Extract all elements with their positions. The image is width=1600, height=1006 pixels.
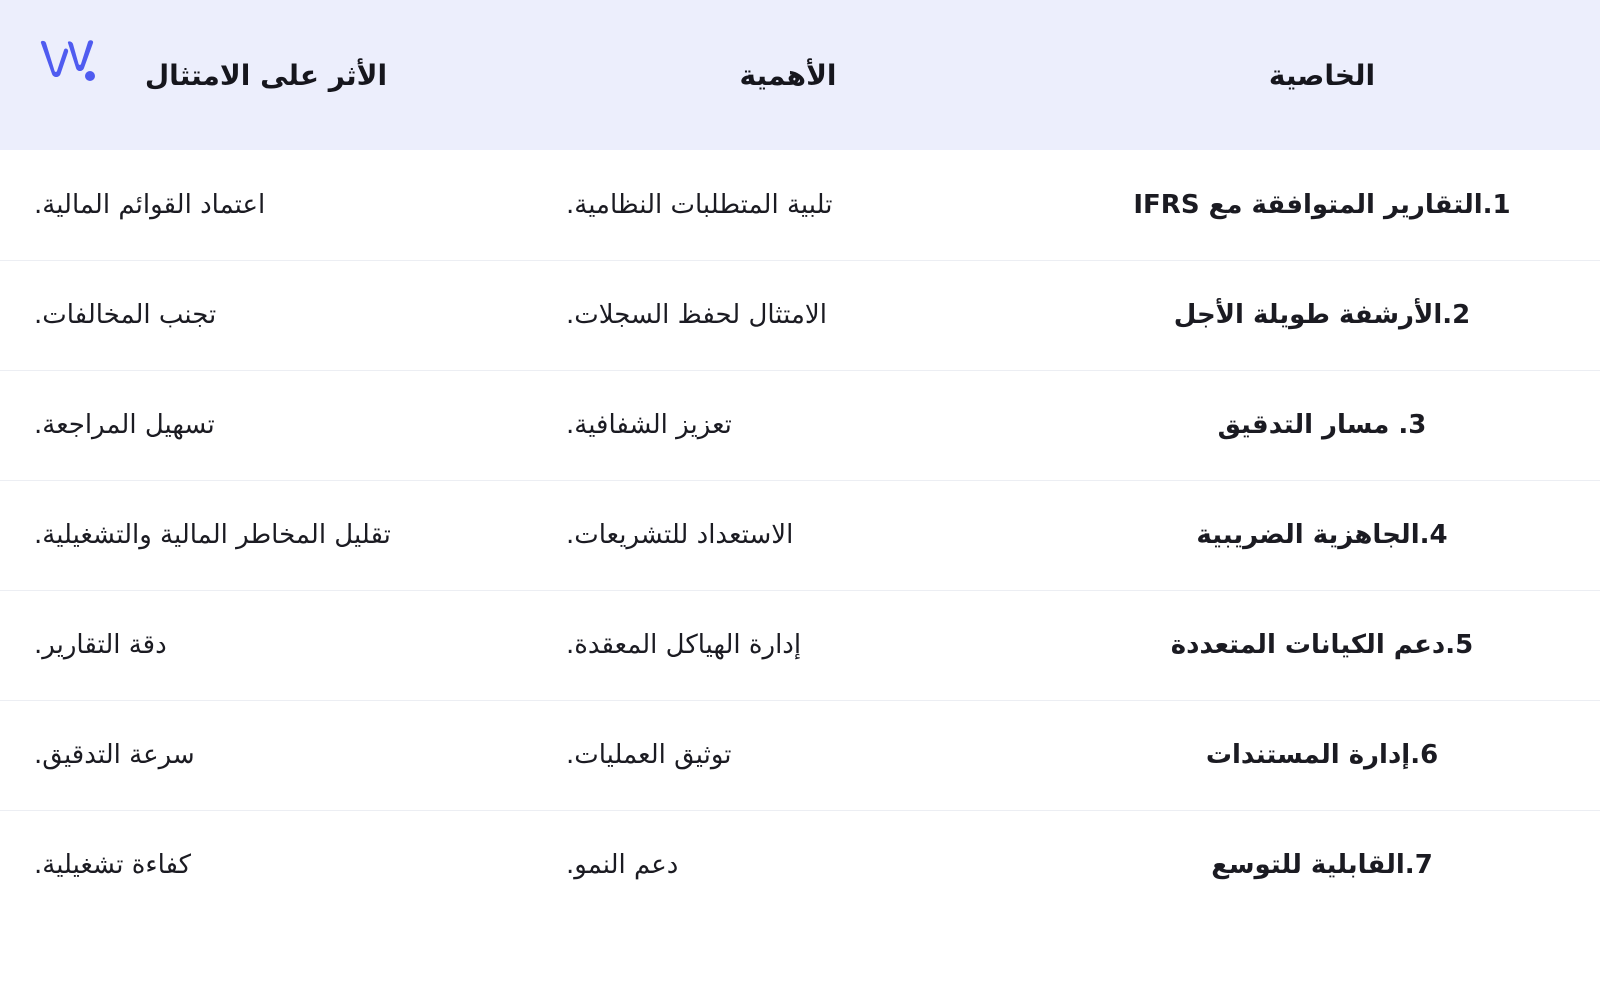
table-header-row: [0, 0, 1600, 150]
cell-impact: تجنب المخالفات.: [0, 260, 532, 370]
table-row: [0, 480, 1600, 590]
cell-importance: دعم النمو.: [532, 810, 1044, 920]
table-row: [0, 150, 1600, 260]
cell-importance: توثيق العمليات.: [532, 700, 1044, 810]
cell-importance: تلبية المتطلبات النظامية.: [532, 150, 1044, 260]
cell-feature: 3. مسار التدقيق: [1044, 370, 1600, 480]
table-row: [0, 700, 1600, 810]
cell-importance: الامتثال لحفظ السجلات.: [532, 260, 1044, 370]
cell-feature: 5.دعم الكيانات المتعددة: [1044, 590, 1600, 700]
table-row: [0, 370, 1600, 480]
table-row: [0, 590, 1600, 700]
table-row: [0, 260, 1600, 370]
cell-impact: كفاءة تشغيلية.: [0, 810, 532, 920]
cell-feature: 2.الأرشفة طويلة الأجل: [1044, 260, 1600, 370]
table-body: [0, 150, 1600, 920]
cell-importance: تعزيز الشفافية.: [532, 370, 1044, 480]
cell-impact: دقة التقارير.: [0, 590, 532, 700]
table-header: [0, 0, 1600, 150]
cell-impact: تسهيل المراجعة.: [0, 370, 532, 480]
table-row: [0, 810, 1600, 920]
cell-importance: الاستعداد للتشريعات.: [532, 480, 1044, 590]
cell-feature: 7.القابلية للتوسع: [1044, 810, 1600, 920]
column-header-importance: الأهمية: [532, 0, 1044, 150]
cell-feature: 1.التقارير المتوافقة مع IFRS: [1044, 150, 1600, 260]
cell-impact: اعتماد القوائم المالية.: [0, 150, 532, 260]
w-monogram-logo-icon: [38, 38, 96, 86]
column-header-feature: الخاصية: [1044, 0, 1600, 150]
column-header-impact: الأثر على الامتثال: [0, 0, 532, 150]
cell-impact: سرعة التدقيق.: [0, 700, 532, 810]
cell-impact: تقليل المخاطر المالية والتشغيلية.: [0, 480, 532, 590]
cell-feature: 4.الجاهزية الضريبية: [1044, 480, 1600, 590]
cell-feature: 6.إدارة المستندات: [1044, 700, 1600, 810]
cell-importance: إدارة الهياكل المعقدة.: [532, 590, 1044, 700]
